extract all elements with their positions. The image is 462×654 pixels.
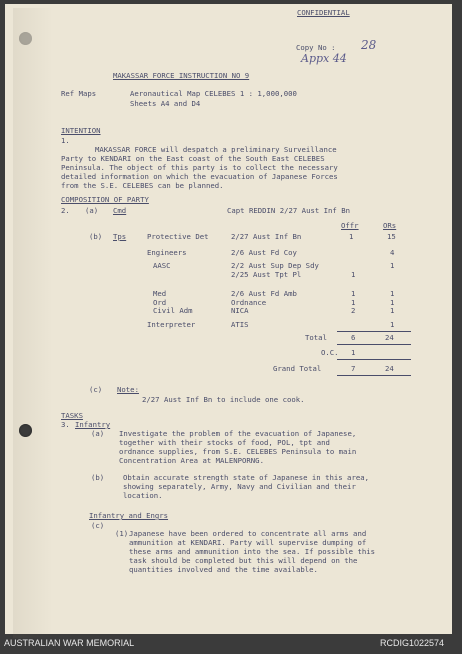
task-c-line: quantities involved and the time available. — [129, 565, 318, 574]
intention-line: MAKASSAR FORCE will despatch a preliminary Surveillance — [95, 145, 337, 154]
infantry-engrs-heading: Infantry and Engrs — [89, 511, 169, 520]
task-c1-label: (1) — [115, 529, 129, 538]
task-c-line: these arms and ammunition into the sea. If possible this — [129, 547, 376, 556]
note-label: Note: — [117, 385, 139, 394]
row-unit: 2/6 Aust Fd Amb — [231, 289, 297, 298]
oc-offr: 1 — [351, 348, 356, 357]
row-ors: 1 — [390, 261, 395, 270]
ref-maps-line1: Aeronautical Map CELEBES 1 : 1,000,000 — [130, 89, 297, 98]
row-role: Civil Adm — [153, 306, 193, 315]
row-role: AASC — [153, 261, 171, 270]
infantry-heading: Infantry — [75, 420, 111, 429]
total-ors: 24 — [385, 333, 394, 342]
task-c-line: ammunition at KENDARI. Party will supervise dumping of — [129, 538, 367, 547]
ref-maps-line2: Sheets A4 and D4 — [130, 99, 201, 108]
row-unit: Ordnance — [231, 298, 267, 307]
cmd-value: Capt REDDIN 2/27 Aust Inf Bn — [227, 206, 351, 215]
row-role: Ord — [153, 298, 167, 307]
task-a-label: (a) — [91, 429, 105, 438]
copy-no-handwritten: 28 — [361, 38, 377, 52]
footer-archive-name: AUSTRALIAN WAR MEMORIAL — [4, 638, 135, 648]
task-b-line: Obtain accurate strength state of Japanese in this area, — [123, 473, 370, 482]
row-offr: 1 — [351, 270, 356, 279]
row-unit: ATIS — [231, 320, 249, 329]
punch-hole-lower — [19, 424, 32, 437]
ref-maps-label: Ref Maps — [61, 89, 97, 98]
total-offr: 6 — [351, 333, 356, 342]
composition-para-num: 2. — [61, 206, 70, 215]
tasks-para-num: 3. — [61, 420, 70, 429]
row-role: Engineers — [147, 248, 187, 257]
row-offr: 1 — [349, 232, 354, 241]
row-unit: 2/27 Aust Inf Bn — [231, 232, 302, 241]
task-b-line: location. — [123, 491, 163, 500]
grand-total-ors: 24 — [385, 364, 394, 373]
task-c-label: (c) — [91, 521, 105, 530]
total-label: Total — [305, 333, 327, 342]
oc-label: O.C. — [321, 348, 339, 357]
total-rule-top — [337, 331, 411, 332]
row-unit: 2/6 Aust Fd Coy — [231, 248, 297, 257]
intention-line: Peninsula. The object of this party is to collect the necessary — [61, 163, 338, 172]
task-a-line: Concentration Area at MALENPORNG. — [119, 456, 264, 465]
oc-rule — [337, 359, 411, 360]
row-ors: 15 — [387, 232, 396, 241]
row-unit: 2/25 Aust Tpt Pl — [231, 270, 302, 279]
composition-b-label: (b) — [89, 232, 103, 241]
punch-hole-upper — [19, 32, 32, 45]
col-ors-header: ORs — [383, 221, 397, 230]
row-ors: 1 — [390, 320, 395, 329]
intention-line: from the S.E. CELEBES can be planned. — [61, 181, 224, 190]
grand-total-label: Grand Total — [273, 364, 322, 373]
document-title: MAKASSAR FORCE INSTRUCTION NO 9 — [113, 71, 250, 80]
appendix-handwritten: Appx 44 — [301, 52, 347, 65]
task-b-label: (b) — [91, 473, 105, 482]
row-unit: NICA — [231, 306, 249, 315]
grand-total-offr: 7 — [351, 364, 356, 373]
row-offr: 1 — [351, 289, 356, 298]
task-a-line: Investigate the problem of the evacuation of Japanese, — [119, 429, 357, 438]
row-offr: 1 — [351, 298, 356, 307]
composition-a-label: (a) — [85, 206, 99, 215]
intention-line: Party to KENDARI on the East coast of the South East CELEBES — [61, 154, 325, 163]
row-ors: 1 — [390, 298, 395, 307]
grand-total-rule — [337, 375, 411, 376]
cmd-label: Cmd — [113, 206, 127, 215]
row-role: Interpreter — [147, 320, 196, 329]
tasks-heading: TASKS — [61, 411, 83, 420]
task-c-line: task should be completed but this will depend on the — [129, 556, 358, 565]
composition-c-label: (c) — [89, 385, 103, 394]
row-role: Protective Det — [147, 232, 209, 241]
row-offr: 2 — [351, 306, 356, 315]
confidential-label: CONFIDENTIAL — [297, 8, 350, 17]
copy-no-label: Copy No : — [296, 43, 336, 52]
composition-heading: COMPOSITION OF PARTY — [61, 195, 149, 204]
task-a-line: together with their stocks of food, POL, tpt and — [119, 438, 330, 447]
col-offr-header: Offr — [341, 221, 359, 230]
tps-label: Tps — [113, 232, 127, 241]
task-b-line: showing separately, Army, Navy and Civilian and their — [123, 482, 356, 491]
row-role: Med — [153, 289, 167, 298]
intention-line: detailed information on which the evacuation of Japanese Forces — [61, 172, 338, 181]
row-ors: 4 — [390, 248, 395, 257]
intention-para-num: 1. — [61, 136, 70, 145]
task-c-line: Japanese have been ordered to concentrate all arms and — [129, 529, 367, 538]
page-shadow — [13, 8, 53, 638]
document-page — [5, 4, 452, 634]
row-unit: 2/2 Aust Sup Dep Sdy — [231, 261, 319, 270]
intention-heading: INTENTION — [61, 126, 101, 135]
row-ors: 1 — [390, 306, 395, 315]
total-rule-bottom — [337, 344, 411, 345]
task-a-line: ordnance supplies, from S.E. CELEBES Peninsula to main — [119, 447, 357, 456]
footer-record-id: RCDIG1022574 — [380, 638, 445, 648]
row-ors: 1 — [390, 289, 395, 298]
note-text: 2/27 Aust Inf Bn to include one cook. — [142, 395, 305, 404]
